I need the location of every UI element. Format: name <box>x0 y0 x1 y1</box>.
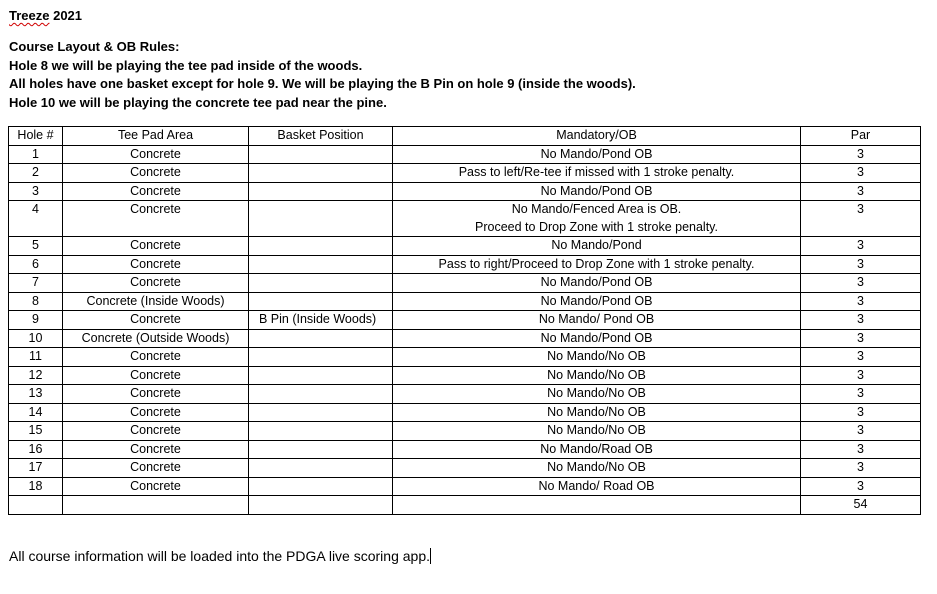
course-table <box>8 126 921 515</box>
text-cursor <box>430 548 431 564</box>
cell-mandatory: No Mando/No OB <box>393 385 801 404</box>
cell-par: 3 <box>801 164 921 183</box>
cell-hole: 12 <box>9 366 63 385</box>
table-row <box>9 366 921 385</box>
cell-par: 3 <box>801 201 921 237</box>
cell-hole: 4 <box>9 201 63 237</box>
cell-par: 3 <box>801 237 921 256</box>
cell-hole: 9 <box>9 311 63 330</box>
empty-cell <box>249 496 393 515</box>
cell-par: 3 <box>801 274 921 293</box>
cell-hole: 14 <box>9 403 63 422</box>
cell-hole: 15 <box>9 422 63 441</box>
cell-mandatory: No Mando/No OB <box>393 459 801 478</box>
cell-basket <box>249 292 393 311</box>
cell-tee-pad: Concrete <box>63 477 249 496</box>
cell-basket <box>249 440 393 459</box>
cell-mandatory: No Mando/No OB <box>393 348 801 367</box>
cell-basket <box>249 237 393 256</box>
header-hole: Hole # <box>9 127 63 146</box>
rule-line: Hole 8 we will be playing the tee pad inside of the woods. <box>9 57 363 73</box>
cell-par: 3 <box>801 366 921 385</box>
cell-par: 3 <box>801 385 921 404</box>
title-year: 2021 <box>49 8 83 23</box>
cell-hole: 11 <box>9 348 63 367</box>
table-header-row <box>9 127 921 146</box>
empty-cell <box>63 496 249 515</box>
cell-par: 3 <box>801 311 921 330</box>
cell-basket <box>249 145 393 164</box>
cell-hole: 3 <box>9 182 63 201</box>
cell-mandatory: No Mando/No OB <box>393 366 801 385</box>
title-word: Treeze <box>9 8 50 23</box>
cell-basket <box>249 403 393 422</box>
header-par: Par <box>801 127 921 146</box>
cell-par: 3 <box>801 292 921 311</box>
cell-basket <box>249 477 393 496</box>
cell-mandatory: No Mando/Pond OB <box>393 182 801 201</box>
cell-tee-pad: Concrete <box>63 366 249 385</box>
cell-tee-pad: Concrete <box>63 237 249 256</box>
cell-tee-pad: Concrete <box>63 403 249 422</box>
cell-mandatory: No Mando/Pond <box>393 237 801 256</box>
table-row <box>9 145 921 164</box>
cell-par: 3 <box>801 145 921 164</box>
cell-tee-pad: Concrete (Inside Woods) <box>63 292 249 311</box>
cell-tee-pad: Concrete (Outside Woods) <box>63 329 249 348</box>
cell-basket <box>249 459 393 478</box>
cell-basket <box>249 348 393 367</box>
table-body <box>9 145 921 514</box>
cell-hole: 8 <box>9 292 63 311</box>
cell-tee-pad: Concrete <box>63 164 249 183</box>
cell-tee-pad: Concrete <box>63 440 249 459</box>
cell-par: 3 <box>801 255 921 274</box>
cell-mandatory: No Mando/Pond OB <box>393 145 801 164</box>
header-basket: Basket Position <box>249 127 393 146</box>
empty-cell <box>393 496 801 515</box>
cell-tee-pad: Concrete <box>63 459 249 478</box>
cell-par: 3 <box>801 440 921 459</box>
rules-heading: Course Layout & OB Rules: <box>9 39 180 54</box>
cell-hole: 2 <box>9 164 63 183</box>
cell-tee-pad: Concrete <box>63 201 249 237</box>
cell-mandatory: No Mando/Pond OB <box>393 274 801 293</box>
cell-par: 3 <box>801 422 921 441</box>
table-row <box>9 164 921 183</box>
table-row <box>9 459 921 478</box>
cell-hole: 18 <box>9 477 63 496</box>
table-row <box>9 292 921 311</box>
cell-tee-pad: Concrete <box>63 145 249 164</box>
cell-basket <box>249 329 393 348</box>
cell-basket <box>249 422 393 441</box>
table-row <box>9 477 921 496</box>
cell-hole: 16 <box>9 440 63 459</box>
cell-mandatory: No Mando/Road OB <box>393 440 801 459</box>
cell-hole: 17 <box>9 459 63 478</box>
table-row <box>9 403 921 422</box>
header-mandatory: Mandatory/OB <box>393 127 801 146</box>
cell-hole: 1 <box>9 145 63 164</box>
cell-tee-pad: Concrete <box>63 182 249 201</box>
cell-basket <box>249 201 393 237</box>
cell-basket <box>249 182 393 201</box>
cell-basket <box>249 274 393 293</box>
cell-mandatory: No Mando/Pond OB <box>393 292 801 311</box>
cell-mandatory: No Mando/Pond OB <box>393 329 801 348</box>
cell-basket <box>249 255 393 274</box>
total-par: 54 <box>801 496 921 515</box>
cell-hole: 7 <box>9 274 63 293</box>
mandatory-line: No Mando/Fenced Area is OB. <box>511 202 682 216</box>
cell-mandatory: No Mando/ Pond OB <box>393 311 801 330</box>
rule-line: All holes have one basket except for hole 9. We will be playing the B Pin on hole 9 (inside the woods). <box>9 76 636 91</box>
cell-mandatory <box>393 201 801 237</box>
table-row <box>9 385 921 404</box>
table-row <box>9 348 921 367</box>
cell-basket <box>249 164 393 183</box>
cell-basket <box>249 366 393 385</box>
cell-tee-pad: Concrete <box>63 255 249 274</box>
table-row <box>9 182 921 201</box>
table-row <box>9 311 921 330</box>
footer-text: All course information will be loaded into the PDGA live scoring app. <box>9 548 430 564</box>
table-row <box>9 201 921 237</box>
total-row <box>9 496 921 515</box>
cell-mandatory: Pass to right/Proceed to Drop Zone with 1 stroke penalty. <box>393 255 801 274</box>
rules-block <box>9 38 636 112</box>
mandatory-line: Proceed to Drop Zone with 1 stroke penalty. <box>475 219 718 234</box>
cell-basket <box>249 385 393 404</box>
cell-tee-pad: Concrete <box>63 274 249 293</box>
cell-hole: 5 <box>9 237 63 256</box>
table-row <box>9 329 921 348</box>
cell-hole: 10 <box>9 329 63 348</box>
cell-par: 3 <box>801 329 921 348</box>
table-row <box>9 255 921 274</box>
cell-par: 3 <box>801 182 921 201</box>
table-row <box>9 274 921 293</box>
cell-mandatory: No Mando/No OB <box>393 422 801 441</box>
cell-tee-pad: Concrete <box>63 348 249 367</box>
cell-mandatory: No Mando/ Road OB <box>393 477 801 496</box>
cell-par: 3 <box>801 459 921 478</box>
table-row <box>9 440 921 459</box>
cell-hole: 13 <box>9 385 63 404</box>
cell-tee-pad: Concrete <box>63 311 249 330</box>
header-tee-pad: Tee Pad Area <box>63 127 249 146</box>
cell-par: 3 <box>801 348 921 367</box>
cell-tee-pad: Concrete <box>63 385 249 404</box>
empty-cell <box>9 496 63 515</box>
cell-par: 3 <box>801 477 921 496</box>
table-row <box>9 422 921 441</box>
cell-hole: 6 <box>9 255 63 274</box>
footer-note <box>9 548 431 564</box>
table-row <box>9 237 921 256</box>
cell-basket: B Pin (Inside Woods) <box>249 311 393 330</box>
document-title <box>9 8 82 23</box>
cell-tee-pad: Concrete <box>63 422 249 441</box>
cell-mandatory: No Mando/No OB <box>393 403 801 422</box>
cell-mandatory: Pass to left/Re-tee if missed with 1 stroke penalty. <box>393 164 801 183</box>
rule-line: Hole 10 we will be playing the concrete tee pad near the pine. <box>9 94 387 110</box>
cell-par: 3 <box>801 403 921 422</box>
